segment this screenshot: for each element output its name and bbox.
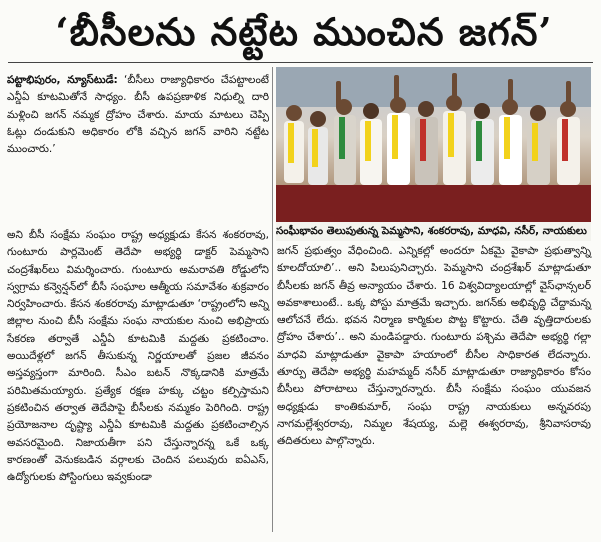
crowd-group xyxy=(284,95,580,185)
rally-photo-illustration xyxy=(276,67,591,222)
photo-caption: సంఘీభావం తెలుపుతున్న పెమ్మసాని, శంకరరావు, మాధవి, నసీర్, నాయకులు xyxy=(276,222,591,241)
headline-rule xyxy=(8,62,593,63)
person xyxy=(471,103,494,185)
intro-text: ‘బీసీలు రాజ్యాధికారం చేపట్టాలంటే ఎన్డీఏ కూటమితోనే సాధ్యం. బీసీ ఉపప్రణాళిక నిధుల్ని దారి మళ్లించి జగన్ నమ్మక ద్రోహం చేశారు. మాయ మాటలు చెప్పి ఓట్లు దండుకుని అధికారం లోకి వచ్చిన జగన్ వారిని నట్టేట ముంచారు.’ xyxy=(7,74,269,156)
person xyxy=(284,105,304,183)
person xyxy=(443,95,466,185)
person xyxy=(334,99,356,185)
photo-background xyxy=(276,67,591,107)
right-column-body: జగన్ ప్రభుత్వం వేధించింది. ఎన్నికల్లో అందరూ ఏకమై వైకాపా ప్రభుత్వాన్ని కూలదోయాలి’.. అని పిలుపునిచ్చారు. పెమ్మసాని చంద్రశేఖర్ మాట్లాడుతూ బీసీలకు జగన్ తీవ్ర అన్యాయం చేశారు. 16 విశ్వవిద్యాలయాల్లో వైస్‌ఛాన్సలర్ అవకాశాలుంటే.. ఒక్క పోస్టు మాత్రమే ఇచ్చారు. జగన్‌కు అభివృద్ధి చేద్దామన్న ఆలోచనే లేదు. భవన నిర్మాణ కార్మికుల పొట్ట కొట్టారు. చేతి వృత్తిదారులకు ద్రోహం చేశారు’.. అని మండిపడ్డారు. గుంటూరు పశ్చిమ తెదేపా అభ్యర్థి గల్లా మాధవి మాట్లాడుతూ వైకాపా హయాంలో బీసీల సాధికారత లేదన్నారు. తూర్పు తెదేపా అభ్యర్థి మహమ్మద్ నసీర్ మాట్లాడుతూ రాజ్యాధికారం కోసం బీసీలు పోరాటాలు చేస్తున్నారన్నారు. బీసీ సంక్షేమ సంఘం యువజన అధ్యక్షుడు కాంతికుమార్, సంఘ రాష్ట్ర నాయకులు అన్నవరపు నాగమల్లేశ్వరరావు, నిమ్మల శేషయ్య, మల్లె ఈశ్వరరావు, శ్రీనివాసరావు తదితరులు పాల్గొన్నారు. xyxy=(277,245,591,448)
dateline: పట్టాభిపురం, న్యూస్‌టుడే: xyxy=(7,74,118,86)
person xyxy=(415,101,438,185)
left-column-bottom xyxy=(7,227,269,486)
column-divider xyxy=(272,67,273,532)
rally-photo xyxy=(276,67,591,222)
photo-stage xyxy=(276,185,591,222)
headline: ‘బీసీలను నట్టేట ముంచిన జగన్’ xyxy=(55,9,553,54)
person xyxy=(527,105,550,185)
left-column-body: అని బీసీ సంక్షేమ సంఘం రాష్ట్ర అధ్యక్షుడు కేసన శంకరరావు, గుంటూరు పార్లమెంట్ తెదేపా అభ్యర్థి డాక్టర్ పెమ్మసాని చంద్రశేఖర్‌లు విమర్శించారు. గుంటూరు అమరావతి రోడ్డులోని స్వగ్రామ కన్వెన్షన్‌లో బీసీ సంఘాల ఆత్మీయ సమావేశం శుక్రవారం నిర్వహించారు. కేసన శంకరరావు మాట్లాడుతూ ‘రాష్ట్రంలోని అన్ని జిల్లాల నుంచి బీసీ సంక్షేమ సంఘ నాయకుల నుంచి అభిప్రాయ సేకరణ తర్వాతే ఎన్డీఏ కూటమికి మద్దతు ప్రకటించాం. అయిదేళ్లలో జగన్ తీసుకున్న నిర్ణయాలతో ప్రజల జీవనం అస్తవ్యస్తంగా మారింది. సీఎం బటన్ నొక్కడానికి మాత్రమే పరిమితమయ్యారు. ప్రత్యేక రక్షణ హక్కు చట్టం కల్పిస్తామని ప్రకటించిన తర్వాత తెదేపాపై బీసీలకు నమ్మకం పెరిగింది. రాష్ట్ర ప్రయోజనాల దృష్ట్యా ఎన్డీఏ కూటమికి మద్దతు ప్రకటించాల్సిన అవసరమైంది. నిజాయతీగా పని చేస్తున్నారన్న ఒకే ఒక్క కారణంతో వెనుకబడిన వర్గాలకు చెందిన పలువురు ఐఏఎస్, ఉద్యోగులకు పోస్టింగులు ఇవ్వకుండా xyxy=(7,229,269,484)
person xyxy=(557,101,580,185)
left-column-top xyxy=(7,72,269,158)
right-column xyxy=(277,243,591,451)
person xyxy=(387,97,410,185)
person xyxy=(360,103,382,185)
left-column-paragraph xyxy=(7,72,269,158)
person xyxy=(308,111,328,185)
person xyxy=(499,99,522,185)
